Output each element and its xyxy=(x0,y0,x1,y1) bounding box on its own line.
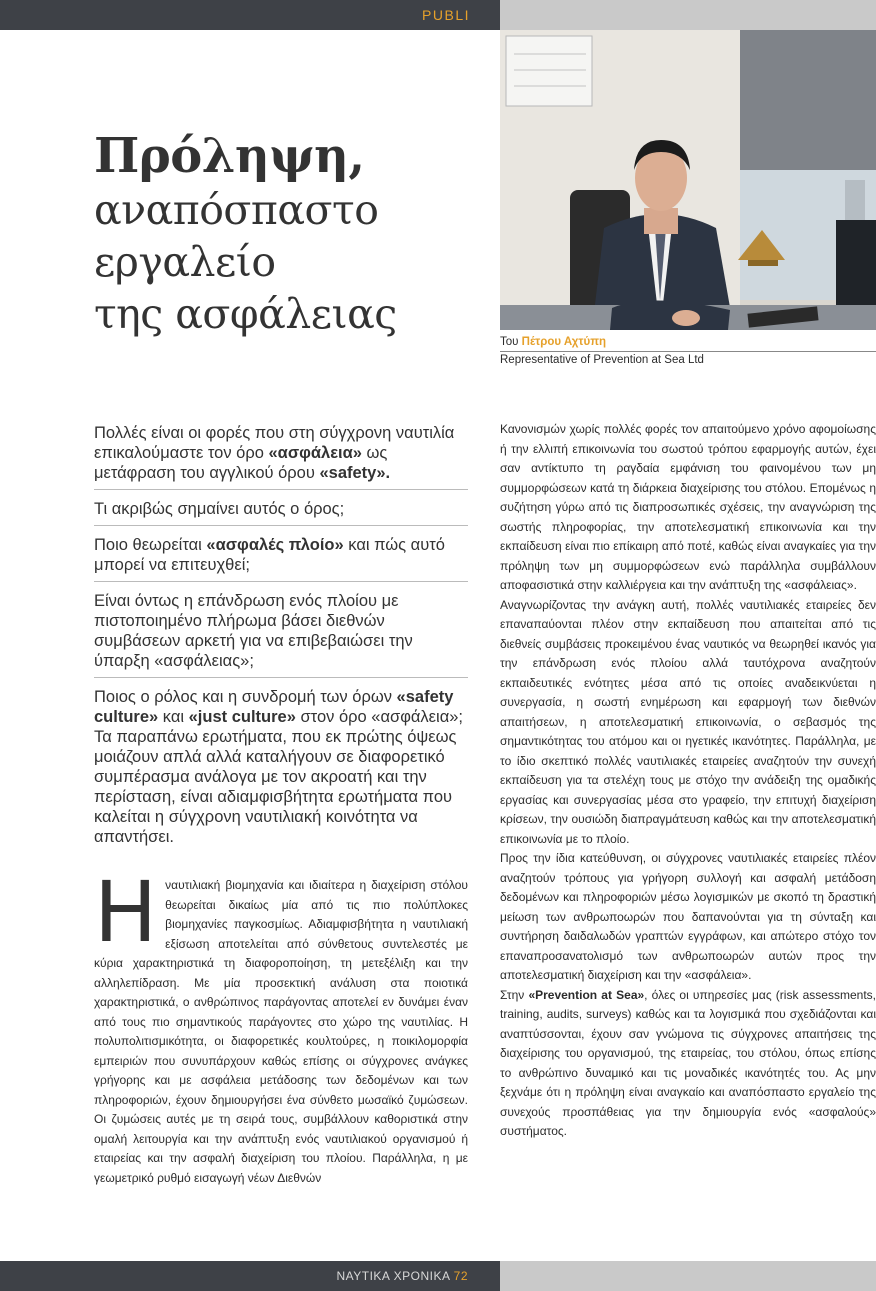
lead-text: Ποιο θεωρείται xyxy=(94,536,207,554)
company-name: «Prevention at Sea» xyxy=(528,987,645,1002)
header-bar-gray xyxy=(500,0,876,30)
lead-emphasis: «ασφαλές πλοίο» xyxy=(206,536,344,554)
body-paragraph-2: Αναγνωρίζοντας την ανάγκη αυτή, πολλές ναυτιλιακές εταιρείες δεν επαναπαύονται πλέον στην εκπαίδευση που απαιτείται από τις διεθνείς συμβάσεις προκειμένου ένας ναυτικός να θεωρηθεί ικανός για την επάνδρωση ενός πλοίου αλλά ταυτόχρονα αναζητούν εκπαιδευτικές ενότητες μέσα από τις οποίες αναδεικνύεται η συνεργασία, η σωστή ενημέρωση και εφαρμογή των διεθνών απαιτήσεων, η αποτελεσματική επικοινωνία, ο σεβασμός της σημαντικότητας του ατόμου και οι ηγετικές ικανότητες. Παράλληλα, με το ίδιο σκεπτικό πολλές ναυτιλιακές εταιρείες αναζητούν την συνεχή εκπαίδευση για τα στελέχη τους με στόχο την ανάδειξη της ομαδικής εργασίας και συνεργασίας μέσα στο γραφείο, την επιτυχή διαχείριση κρίσεων, την ουσιώδη διαπραγμάτευση καθώς και την αποτελεσματική επικοινωνία με το πλοίο. xyxy=(500,597,876,846)
footer-label xyxy=(336,1269,468,1283)
author-photo-illustration xyxy=(500,30,876,330)
body-paragraph: ναυτιλιακή βιομηχανία και ιδιαίτερα η διαχείριση στόλου θεωρείται δικαίως μία από τις πιο πολύπλοκες βιομηχανίες παγκοσμίως. Αδιαμφισβήτητα η ναυτιλιακή εξίσωση αποτελείται από σύνθετους συντελεστές με κύρια χαρακτηριστικά τη διαφοροποίηση, τη μετεξέλιξη και την αλληλεπίδραση. Με μία προσεκτική ανάλυση στα ποιοτικά χαρακτηριστικά, ο ανθρώπινος παράγοντας αποτελεί εν δυνάμει έναν από τους πιο σημαντικούς παράγοντες στο χώρο της ναυτιλίας. Η πολυπολιτισμικότητα, οι διαφορετικές κουλτούρες, η ποικιλομορφία εμπειριών που συνυπάρχουν καθώς επίσης οι σύγχρονες ανάγκες γρήγορης και με ασφάλεια μετάδοσης των δεδομένων και των πληροφοριών, έχουν δημιουργήσει ένα σύνθετο μωσαϊκό ζυμώσεων. Οι ζυμώσεις αυτές με τη σειρά τους, συμβάλλουν καθοριστικά στην ομαλή λειτουργία και την ανάπτυξη ενός ναυτιλιακού οργανισμού ή εταιρείας και την ασφαλή διαχείριση του πλοίου. Παράλληλα, η με γεωμετρικό ρυθμό εισαγωγή νέων Διεθνών xyxy=(94,878,468,1185)
lead-text: ως μετάφραση του αγγλικού όρου xyxy=(94,444,388,482)
body-text: Στην xyxy=(500,987,529,1002)
body-paragraph-4 xyxy=(500,986,876,1142)
lead-question-3 xyxy=(94,532,468,582)
author-role: Representative of Prevention at Sea Ltd xyxy=(500,354,704,366)
magazine-name: ΝΑΥΤΙΚΑ ΧΡΟΝΙΚΑ xyxy=(336,1269,454,1283)
article-title xyxy=(94,128,494,340)
title-line-3: εργαλείο xyxy=(94,238,276,286)
lead-emphasis: «ασφάλεια» xyxy=(268,444,362,462)
lead-text: και πώς αυτό μπορεί να επιτευχθεί; xyxy=(94,536,445,574)
lead-text: Πολλές είναι οι φορές που στη σύγχρονη ναυτιλία επικαλούμαστε τον όρο xyxy=(94,424,455,462)
body-paragraph-1: Κανονισμών χωρίς πολλές φορές τον απαιτούμενο χρόνο αφομοίωσης ή την ελλιπή επικοινωνία του σωστού τρόπου εφαρμογής αυτών, έχει σαν αντίκτυπο τη ραγδαία εμφάνιση του φαινομένου των μη συμμορφώσεων κατά τη διάρκεια διαχείρισης του στόλου. Επομένως η συζήτηση γύρω από τις διαπροσωπικές σχέσεις, την αναγνώριση της σωστής πληροφορίας, την αποτελεσματική επικοινωνία και την εκπαίδευση είναι πιο επίκαιρη από ποτέ, καθώς είναι αναγκαίες για την πρόληψη των μη συμμορφώσεων ενώ παράλληλα συμβάλλουν αποφασιστικά στην καλλιέργεια και την ανάπτυξη της «ασφάλειας». xyxy=(500,422,876,592)
section-label: PUBLI xyxy=(422,7,470,23)
lead-emphasis: «safety». xyxy=(319,464,391,482)
lead-question-5 xyxy=(94,684,468,853)
footer-bar xyxy=(0,1261,500,1291)
lead-question-2: Τι ακριβώς σημαίνει αυτός ο όρος; xyxy=(94,496,468,526)
lead-emphasis: «safety culture» xyxy=(94,688,454,726)
author-photo xyxy=(500,30,876,330)
lead-questions xyxy=(94,420,468,859)
page-number: 72 xyxy=(453,1269,468,1283)
body-text: , όλες οι υπηρεσίες μας (risk assessments, training, audits, surveys) καθώς και τα λογισμικά που σχεδιάζονται και αναπτύσσονται, έχουν σαν γνώμονα τις σύγχρονες απαιτήσεις της διαχείρισης του οργανισμού, της εταιρείας, του στόλου, όπως επίσης το ανθρώπινο δυναμικό και τις μοναδικές ικανότητές του. Ας μην ξεχνάμε ότι η πρόληψη είναι αναγκαίο και αναπόσπαστο εργαλείο της συνεχούς προσπάθειας για την δημιουργία ενός «ασφαλούς» συστήματος. xyxy=(500,987,876,1138)
footer-bar-gray xyxy=(500,1261,876,1291)
lead-question-1 xyxy=(94,420,468,490)
byline xyxy=(500,334,876,368)
author-name: Πέτρου Αχτύπη xyxy=(521,336,607,348)
body-column-left xyxy=(94,863,468,1188)
byline-author-line xyxy=(500,334,876,350)
body-column-right xyxy=(500,420,876,1142)
title-line-2: αναπόσπαστο xyxy=(94,186,379,234)
lead-emphasis: «just culture» xyxy=(188,708,296,726)
drop-cap: Η xyxy=(94,863,158,961)
lead-text: και xyxy=(158,708,189,726)
lead-question-4: Είναι όντως η επάνδρωση ενός πλοίου με πιστοποιημένο πλήρωμα βάσει διεθνών συμβάσεων αρκετή για να επιβεβαιώσει την ύπαρξη «ασφάλειας»; xyxy=(94,588,468,678)
lead-text: Ποιος ο ρόλος και η συνδρομή των όρων xyxy=(94,688,397,706)
title-line-1: Πρόληψη, xyxy=(94,128,365,184)
title-line-4: της ασφάλειας xyxy=(94,290,397,338)
lead-text: στον όρο «ασφάλεια»; Τα παραπάνω ερωτήματα, που εκ πρώτης όψεως μοιάζουν απλά αλλά καταλήγουν σε διαφορετικό συμπέρασμα ανάλογα με τον ακροατή και την περίσταση, είναι αδιαμφισβήτητα ερωτήματα που καλείται η σύγχρονη ναυτιλιακή κοινότητα να απαντήσει. xyxy=(94,708,464,846)
header-bar xyxy=(0,0,500,30)
body-paragraph-3: Προς την ίδια κατεύθυνση, οι σύγχρονες ναυτιλιακές εταιρείες πλέον αναζητούν τρόπους για γρήγορη συλλογή και ασφαλή μετάδοση δεδομένων και πληροφοριών μέσω λογισμικών με σκοπό τη δραστική μείωση των ανθρωποωρών που δαπανούνται για τη σύνταξη και συντήρηση δαιδαλωδών γραπτών εγγράφων, και απώτερο στόχο τον επαναπροσανατολισμό των ανθρωποωρών αυτών προς την αποτελεσματική διαχείριση και την «ασφάλεια». xyxy=(500,851,876,982)
byline-prefix: Του xyxy=(500,336,522,348)
